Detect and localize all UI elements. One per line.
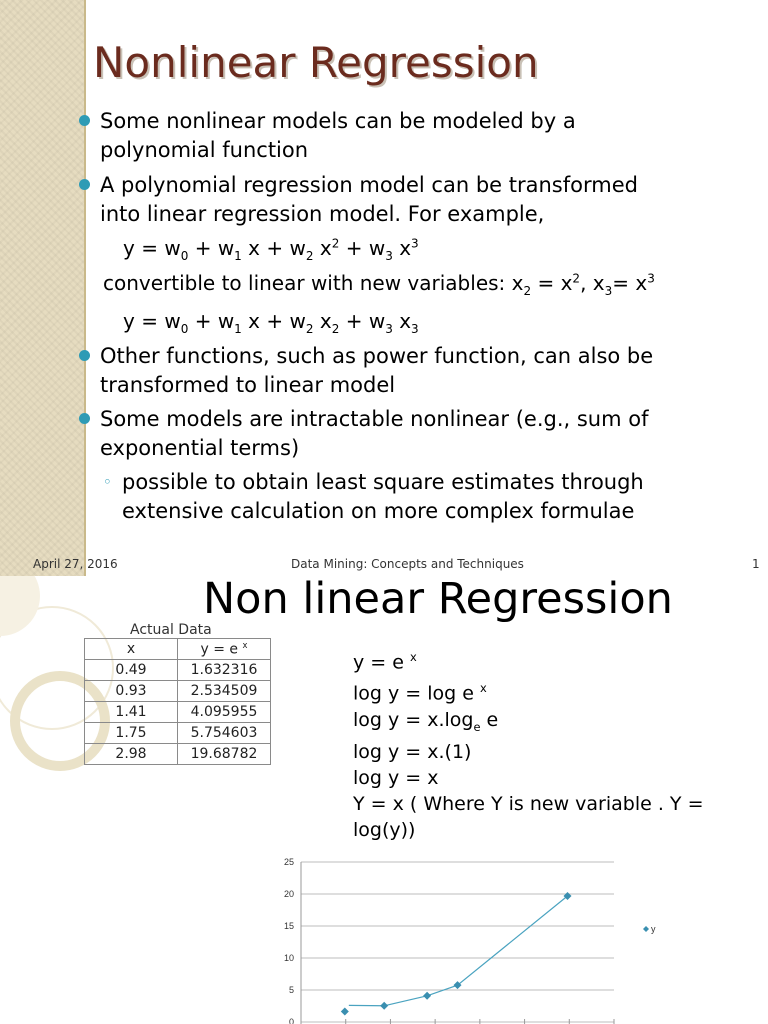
table-caption: Actual Data [130, 622, 212, 638]
sub-bullet-line-2: extensive calculation on more complex formulae [122, 499, 635, 523]
bullet-dot-icon [79, 350, 90, 361]
cell-x: 1.75 [85, 723, 178, 744]
bullet-4 [100, 405, 648, 463]
legend-marker [643, 926, 649, 932]
bullet-dot-icon [79, 179, 90, 190]
bullet-1-line-1: Some nonlinear models can be modeled by a [100, 109, 576, 133]
bullet-4-line-2: exponential terms) [100, 436, 300, 460]
bullet-3-line-1: Other functions, such as power function, can also be [100, 344, 654, 368]
sub-bullet-line-1: possible to obtain least square estimates through [122, 470, 644, 494]
bullet-4-line-1: Some models are intractable nonlinear (e.g., sum of [100, 407, 649, 431]
footer-center: Data Mining: Concepts and Techniques [291, 557, 524, 571]
bullet-1 [100, 107, 576, 165]
derivation-line-7: log(y)) [353, 819, 416, 842]
derivation-line-4: log y = x.(1) [353, 741, 472, 764]
y-tick-label: 5 [288, 985, 294, 995]
cell-x: 2.98 [85, 744, 178, 765]
data-point [423, 992, 431, 1000]
cell-y: 5.754603 [178, 723, 271, 744]
y-tick-label: 20 [283, 889, 294, 899]
sub-bullet [122, 468, 644, 526]
cell-y: 1.632316 [178, 660, 271, 681]
bullet-dot-icon [79, 115, 90, 126]
bullet-2 [100, 171, 638, 229]
slide-2-title: Non linear Regression [203, 576, 673, 624]
derivation-line-2: log y = log e $^x$ [353, 681, 487, 705]
y-tick-label: 15 [283, 921, 294, 931]
data-point [341, 1008, 349, 1016]
y-tick-label: 10 [283, 953, 294, 963]
exponential-line-chart [0, 576, 768, 1024]
cell-x: 0.93 [85, 681, 178, 702]
cell-y: 2.534509 [178, 681, 271, 702]
derivation-line-3: $\log y = x.\log_e$ e [353, 708, 499, 734]
footer-page: 1 [752, 557, 760, 571]
series-line [349, 896, 568, 1006]
sub-bullet-ring-icon: ◦ [103, 473, 112, 491]
decorative-sidebar [0, 0, 84, 576]
derivation-line-6: Y = x ( Where Y is new variable . Y = [353, 793, 704, 816]
y-tick-label: 25 [283, 857, 294, 867]
linear-equation: $y = w_0 + w_1$ $x + w_2$ $x_2 + w_3$ $x_3$ [123, 309, 419, 336]
bullet-3 [100, 342, 653, 400]
cell-y: 4.095955 [178, 702, 271, 723]
header-x: x [85, 639, 178, 660]
derivation-line-5: log y = x [353, 767, 439, 790]
cell-x: 0.49 [85, 660, 178, 681]
bullet-dot-icon [79, 413, 90, 424]
legend-label: y [651, 924, 656, 934]
footer-date: April 27, 2016 [33, 557, 118, 571]
slide-2 [0, 576, 768, 1024]
header-y: y = e $^x$ [178, 639, 271, 660]
bullet-3-line-2: transformed to linear model [100, 373, 396, 397]
bullet-2-line-2: into linear regression model. For example, [100, 202, 545, 226]
slide-title: Nonlinear Regression [93, 38, 539, 87]
y-tick-label: 0 [288, 1017, 294, 1024]
bullet-2-line-1: A polynomial regression model can be transformed [100, 173, 638, 197]
cell-y: 19.68782 [178, 744, 271, 765]
cell-x: 1.41 [85, 702, 178, 723]
sidebar-divider [84, 0, 86, 576]
polynomial-equation: $y = w_0 + w_1$ $x + w_2$ $x^2 + w_3$ $x^3$ [123, 236, 419, 263]
derivation-line-1: y = e $^x$ [353, 650, 417, 674]
bullet-1-line-2: polynomial function [100, 138, 309, 162]
conversion-text: convertible to linear with new variables: $x_2 = x^2$, $x_3= x^3$ [103, 271, 655, 298]
data-point [380, 1002, 388, 1010]
